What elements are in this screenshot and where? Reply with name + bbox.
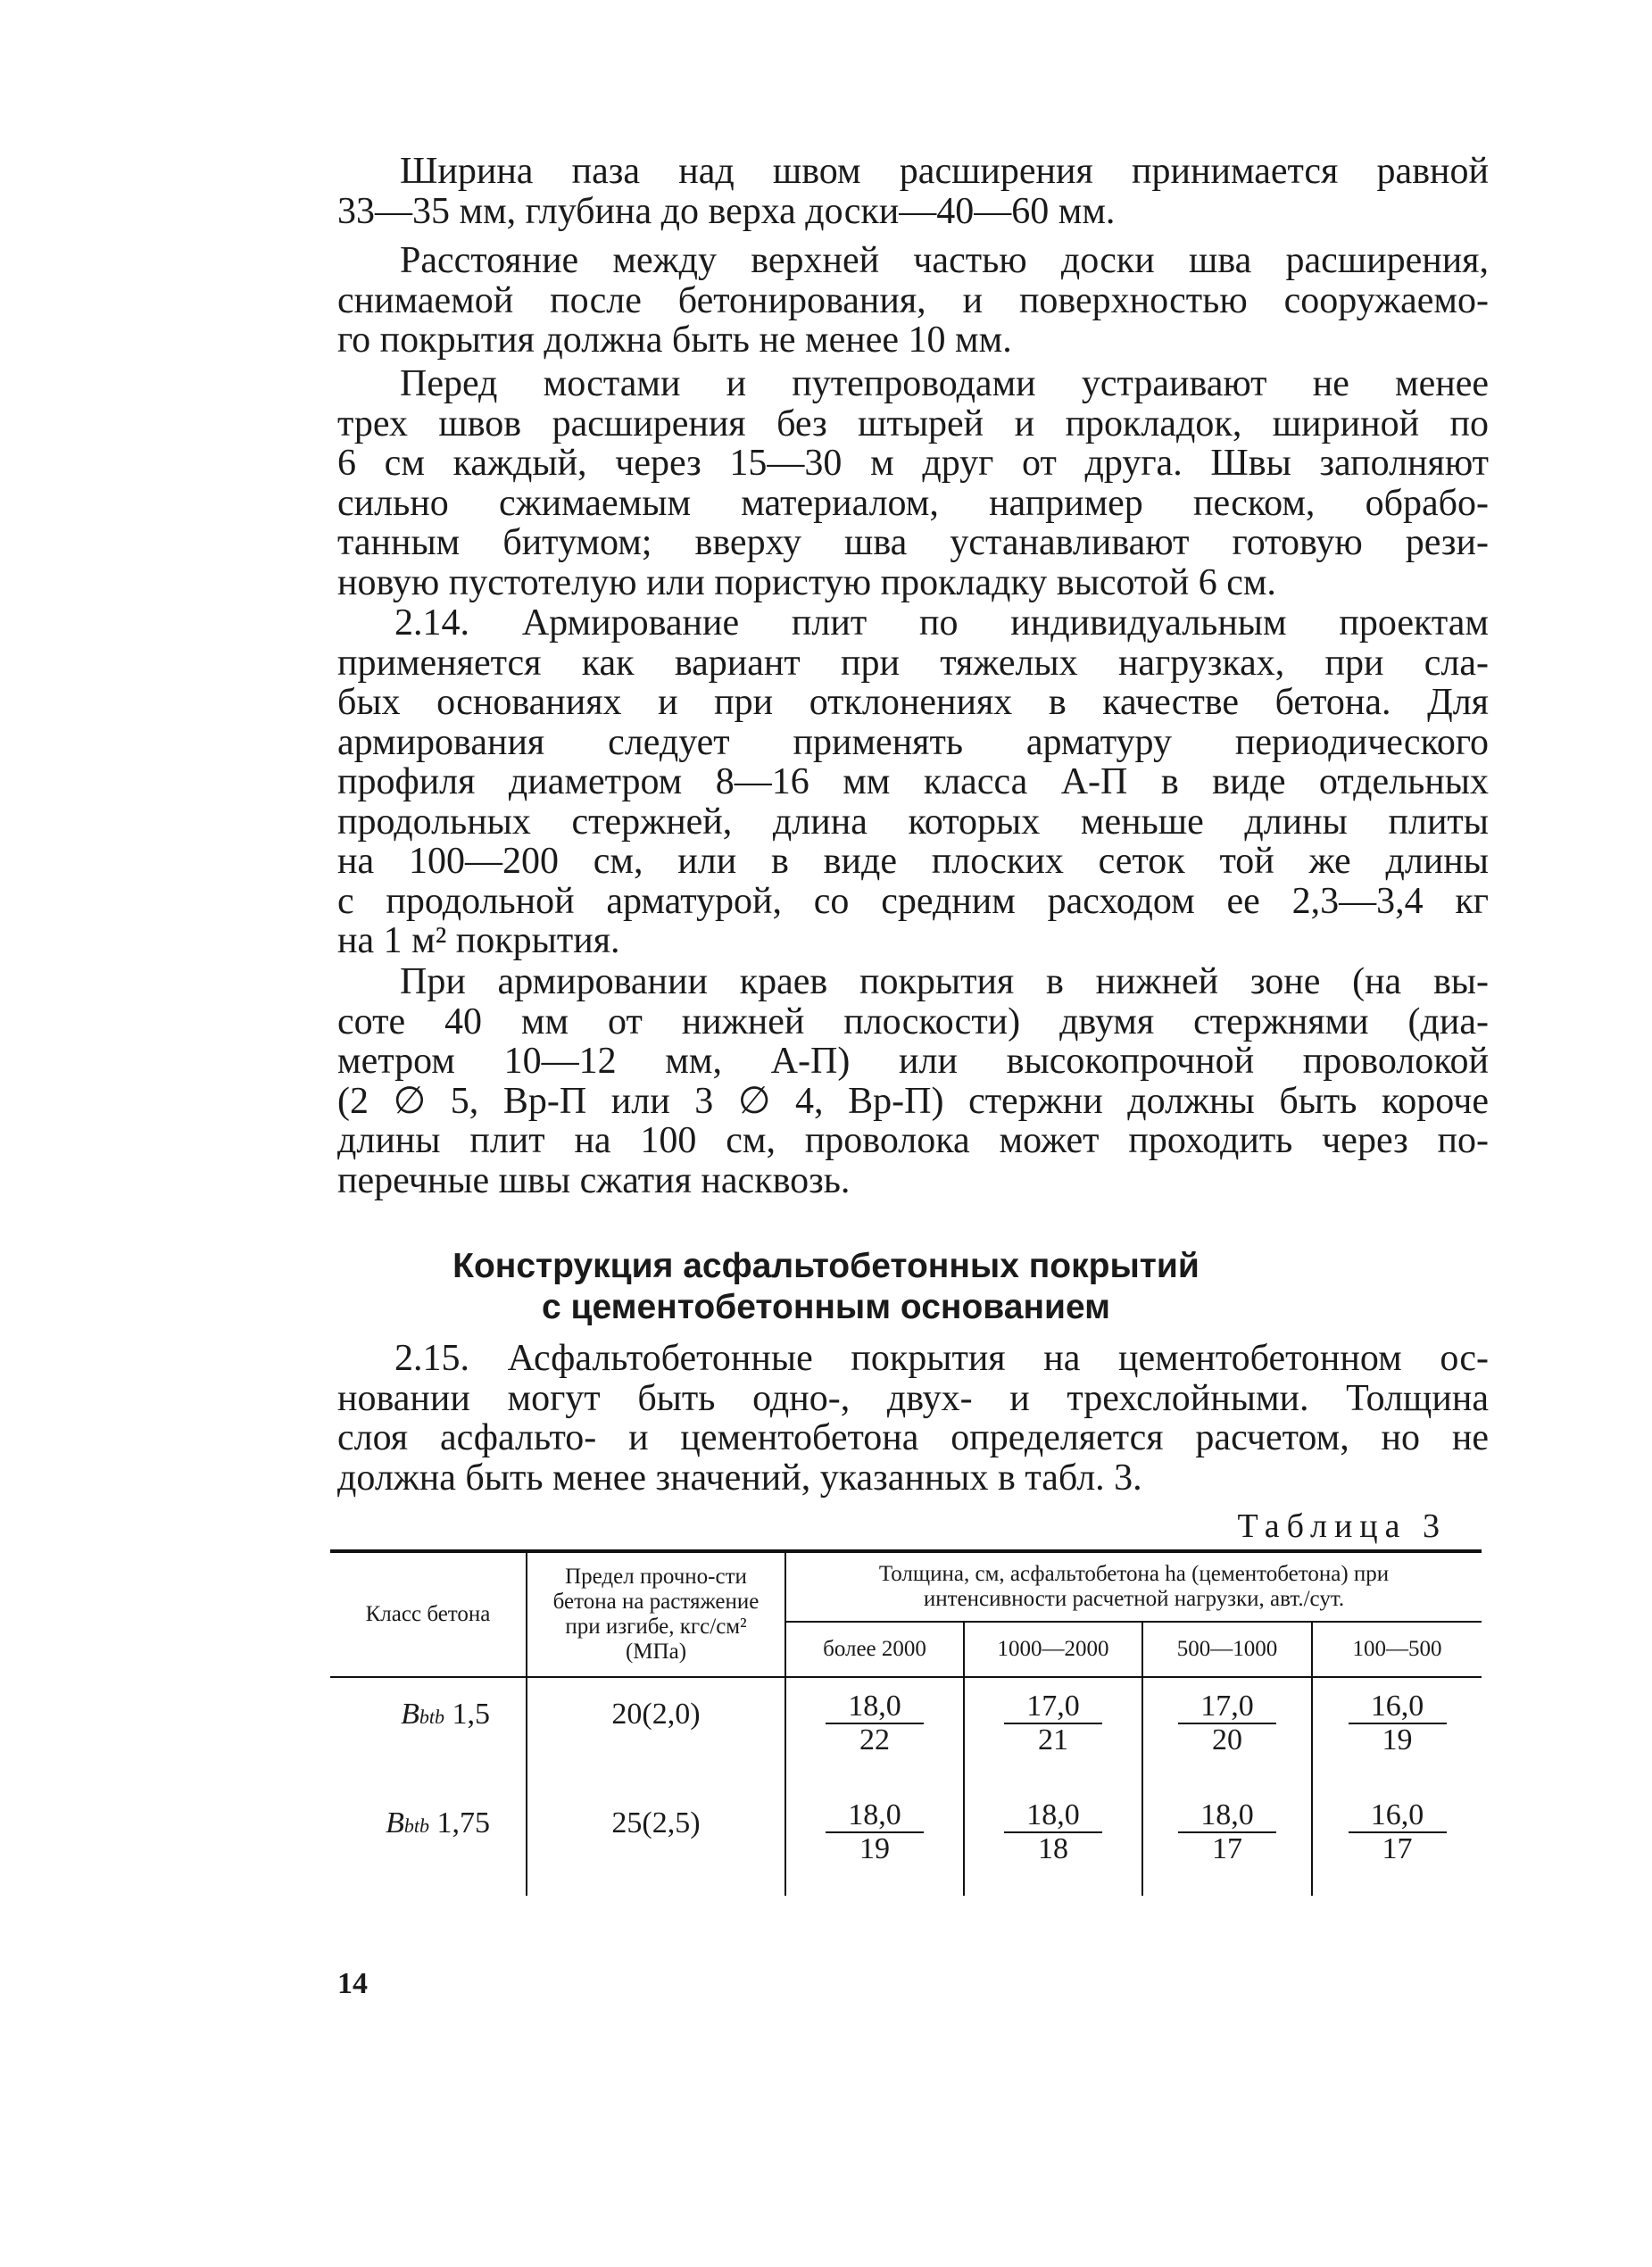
text-line: 33—35 мм, глубина до верха доски—40—60 мм. (337, 190, 1116, 232)
cement-thickness: 19 (1382, 1723, 1413, 1756)
paragraph-2 (337, 241, 1489, 361)
text-line: армирования следует применять арматуру периодического (337, 721, 1489, 763)
cement-thickness: 19 (859, 1832, 890, 1865)
text-line: метром 10—12 мм, А-П) или высокопрочной проволокой (337, 1041, 1489, 1082)
cement-thickness: 17 (1212, 1832, 1242, 1865)
thickness-fraction (826, 1690, 924, 1756)
text-line: перечные швы сжатия насквозь. (337, 1159, 851, 1201)
class-value: 1,5 (452, 1698, 490, 1731)
paragraph-2-14 (337, 603, 1489, 961)
heading-line: с цементобетонным основанием (541, 1288, 1111, 1326)
class-value: 1,75 (436, 1806, 490, 1839)
table-caption: Таблица 3 (1237, 1507, 1447, 1545)
section-heading (0, 1246, 1652, 1328)
asphalt-thickness: 18,0 (1004, 1799, 1102, 1833)
asphalt-thickness: 17,0 (1004, 1690, 1102, 1724)
page-number: 14 (337, 1967, 368, 2000)
class-symbol: B (386, 1806, 404, 1839)
paragraph-2-15 (337, 1339, 1489, 1498)
thickness-fraction (1004, 1799, 1102, 1865)
text-line: снимаемой после бетонирования, и поверхностью сооружаемо- (337, 279, 1489, 321)
thickness-fraction (1178, 1690, 1276, 1756)
subheader-col: 500—1000 (1142, 1622, 1312, 1677)
strength-cell: 20(2,0) (527, 1677, 785, 1787)
asphalt-thickness: 16,0 (1349, 1690, 1447, 1724)
subheader-col: более 2000 (785, 1622, 964, 1677)
table-row (330, 1677, 1482, 1787)
asphalt-thickness: 17,0 (1178, 1690, 1276, 1724)
text-line: новании могут быть одно-, двух- и трехслойными. Толщина (337, 1377, 1489, 1419)
asphalt-thickness: 18,0 (826, 1690, 924, 1724)
thickness-fraction (1178, 1799, 1276, 1865)
class-cell (330, 1787, 527, 1896)
header-strength: Предел прочно-сти бетона на растяжение при изгибе, кгс/см² (МПа) (527, 1551, 785, 1677)
table-3 (330, 1549, 1482, 1896)
asphalt-thickness: 18,0 (826, 1799, 924, 1833)
subheader-col: 1000—2000 (964, 1622, 1142, 1677)
text-line: с продольной арматурой, со средним расходом ее 2,3—3,4 кг (337, 880, 1489, 922)
cement-thickness: 22 (859, 1723, 890, 1756)
class-subscript: btb (419, 1706, 444, 1728)
strength-cell: 25(2,5) (527, 1787, 785, 1896)
text-line: 2.15. Асфальтобетонные покрытия на цементобетонном ос- (394, 1338, 1489, 1379)
header-thickness: Толщина, см, асфальтобетона hа (цементобетона) при интенсивности расчетной нагрузки, авт./сут. (785, 1551, 1482, 1622)
text-line: го покрытия должна быть не менее 10 мм. (337, 320, 1012, 361)
paragraph-3 (337, 364, 1489, 602)
thickness-fraction (1004, 1690, 1102, 1756)
paragraph-reinforcement (337, 962, 1489, 1200)
cement-thickness: 18 (1038, 1832, 1068, 1865)
text-line: бых основаниях и при отклонениях в качестве бетона. Для (337, 682, 1489, 723)
cement-thickness: 17 (1382, 1832, 1413, 1865)
subheader-col: 100—500 (1312, 1622, 1482, 1677)
text-line: 2.14. Армирование плит по индивидуальным проектам (394, 602, 1489, 644)
text-line: слоя асфальто- и цементобетона определяется расчетом, но не (337, 1417, 1489, 1458)
text-line: продольных стержней, длина которых меньше длины плиты (337, 801, 1489, 843)
text-line: новую пустотелую или пористую прокладку высотой 6 см. (337, 561, 1276, 603)
header-class: Класс бетона (365, 1602, 491, 1626)
text-line: сильно сжимаемым материалом, например песком, обрабо- (337, 482, 1489, 524)
asphalt-thickness: 18,0 (1178, 1799, 1276, 1833)
text-line: на 100—200 см, или в виде плоских сеток той же длины (337, 841, 1489, 882)
cement-thickness: 20 (1212, 1723, 1242, 1756)
thickness-fraction (1349, 1799, 1447, 1865)
text-line: танным битумом; вверху шва устанавливают готовую рези- (337, 522, 1489, 563)
cement-thickness: 21 (1038, 1723, 1068, 1756)
text-line: Ширина паза над швом расширения принимается равной (400, 151, 1489, 192)
text-line: 6 см каждый, через 15—30 м друг от друга. Швы заполняют (337, 443, 1489, 484)
text-line: (2 ∅ 5, Вр-П или 3 ∅ 4, Вр-П) стержни должны быть короче (337, 1080, 1489, 1122)
class-subscript: btb (403, 1814, 429, 1837)
heading-line: Конструкция асфальтобетонных покрытий (452, 1247, 1200, 1285)
text-line: Перед мостами и путепроводами устраивают не менее (400, 363, 1489, 404)
thickness-fraction (1349, 1690, 1447, 1756)
thickness-fraction (826, 1799, 924, 1865)
text-line: При армировании краев покрытия в нижней зоне (на вы- (400, 961, 1489, 1002)
text-line: трех швов расширения без штырей и прокладок, шириной по (337, 403, 1489, 444)
asphalt-thickness: 16,0 (1349, 1799, 1447, 1833)
paragraph-1 (337, 152, 1489, 231)
text-line: применяется как вариант при тяжелых нагрузках, при сла- (337, 642, 1489, 684)
text-line: соте 40 мм от нижней плоскости) двумя стержнями (диа- (337, 1001, 1489, 1042)
text-line: должна быть менее значений, указанных в табл. 3. (337, 1457, 1142, 1499)
text-line: длины плит на 100 см, проволока может проходить через по- (337, 1120, 1489, 1161)
table-row (330, 1787, 1482, 1896)
text-line: Расстояние между верхней частью доски шва расширения, (400, 240, 1489, 281)
class-cell (330, 1677, 527, 1787)
text-line: профиля диаметром 8—16 мм класса А-П в виде отдельных (337, 761, 1489, 802)
class-symbol: B (401, 1698, 419, 1731)
text-line: на 1 м² покрытия. (337, 920, 620, 961)
